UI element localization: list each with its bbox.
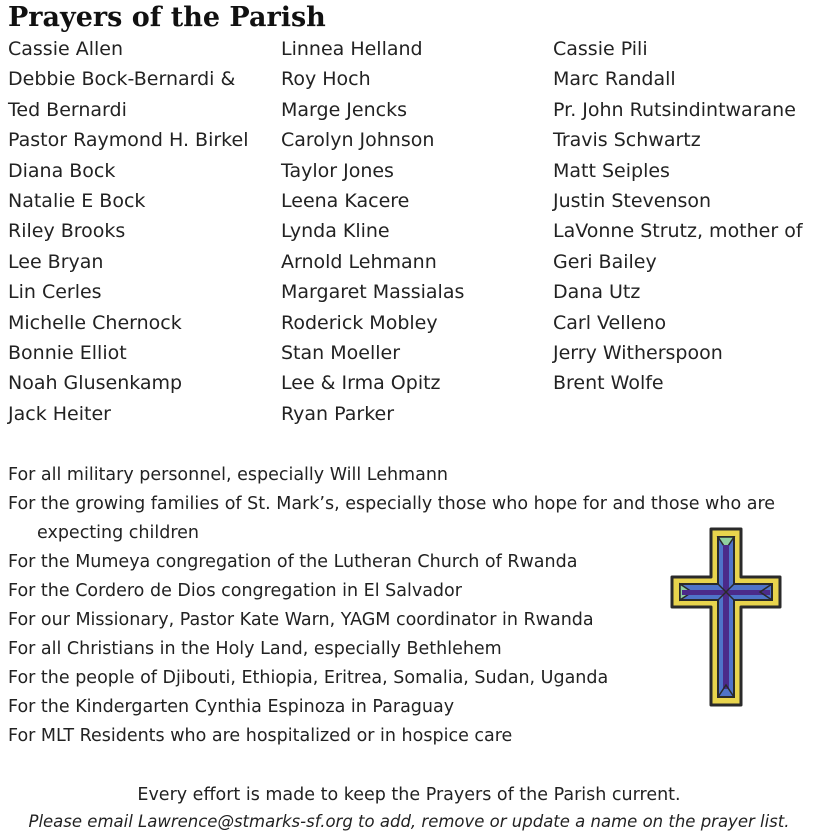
list-item: Dana Utz: [553, 281, 641, 304]
footer-email-note: Please email Lawrence@stmarks-sf.org to add, remove or update a name on the prayer list.: [28, 812, 790, 831]
page-title: Prayers of the Parish: [8, 2, 326, 33]
list-item: Pr. John Rutsindintwarane: [553, 98, 796, 121]
prayer-military: For all military personnel, especially Will Lehmann: [8, 465, 449, 485]
footer-note: Every effort is made to keep the Prayers of the Parish current.: [137, 785, 681, 805]
stained-glass-cross-icon: [670, 527, 782, 707]
list-item: Linnea Helland: [281, 38, 423, 60]
prayer-mlt: For MLT Residents who are hospitalized or in hospice care: [8, 726, 513, 746]
list-item: Lee & Irma Opitz: [281, 372, 441, 395]
list-item: Stan Moeller: [281, 341, 401, 364]
names-column-3: [553, 34, 803, 399]
list-item: Diana Bock: [8, 159, 116, 182]
list-item: Ted Bernardi: [8, 98, 127, 121]
list-item: Cassie Allen: [8, 38, 124, 60]
list-item: Michelle Chernock: [8, 311, 182, 334]
list-item: Natalie E Bock: [8, 189, 146, 212]
list-item: Noah Glusenkamp: [8, 372, 183, 395]
list-item: Debbie Bock-Bernardi &: [8, 68, 236, 91]
list-item: Geri Bailey: [553, 250, 657, 273]
prayer-names-list: [0, 34, 818, 434]
list-item: Lin Cerles: [8, 281, 102, 304]
names-column-2: [281, 34, 464, 429]
list-item: Taylor Jones: [281, 159, 394, 182]
list-item: Leena Kacere: [281, 189, 410, 212]
list-item: Roderick Mobley: [281, 311, 438, 334]
names-column-1: [8, 34, 248, 429]
list-item: Riley Brooks: [8, 220, 126, 243]
list-item: Justin Stevenson: [553, 189, 712, 212]
list-item: Bonnie Elliot: [8, 341, 127, 364]
list-item: Lee Bryan: [8, 250, 104, 273]
list-item: Carolyn Johnson: [281, 129, 435, 152]
list-item: Brent Wolfe: [553, 372, 664, 395]
prayer-africa: For the people of Djibouti, Ethiopia, Eritrea, Somalia, Sudan, Uganda: [8, 668, 609, 688]
list-item: Carl Velleno: [553, 311, 667, 334]
list-item: Pastor Raymond H. Birkel: [8, 129, 249, 152]
list-item: Marge Jencks: [281, 98, 407, 121]
list-item: Jerry Witherspoon: [553, 341, 723, 364]
list-item: Lynda Kline: [281, 220, 390, 243]
list-item: Roy Hoch: [281, 68, 371, 91]
list-item: Marc Randall: [553, 68, 676, 91]
prayer-mumeya: For the Mumeya congregation of the Lutheran Church of Rwanda: [8, 552, 578, 572]
list-item: Ryan Parker: [281, 402, 395, 425]
list-item: Travis Schwartz: [553, 129, 701, 152]
list-item: Arnold Lehmann: [281, 250, 437, 273]
prayer-cordero: For the Cordero de Dios congregation in El Salvador: [8, 581, 462, 601]
prayer-families-line1: For the growing families of St. Mark’s, especially those who hope for and those who are: [8, 494, 776, 514]
prayer-missionary: For our Missionary, Pastor Kate Warn, YAGM coordinator in Rwanda: [8, 610, 594, 630]
list-item: Margaret Massialas: [281, 281, 465, 304]
list-item: Matt Seiples: [553, 159, 670, 182]
prayer-holy-land: For all Christians in the Holy Land, especially Bethlehem: [8, 639, 502, 659]
prayer-kindergarten: For the Kindergarten Cynthia Espinoza in Paraguay: [8, 697, 455, 717]
prayer-families-line2: expecting children: [37, 523, 200, 543]
list-item: Jack Heiter: [8, 402, 111, 425]
list-item: LaVonne Strutz, mother of: [553, 220, 803, 243]
list-item: Cassie Pili: [553, 38, 648, 60]
